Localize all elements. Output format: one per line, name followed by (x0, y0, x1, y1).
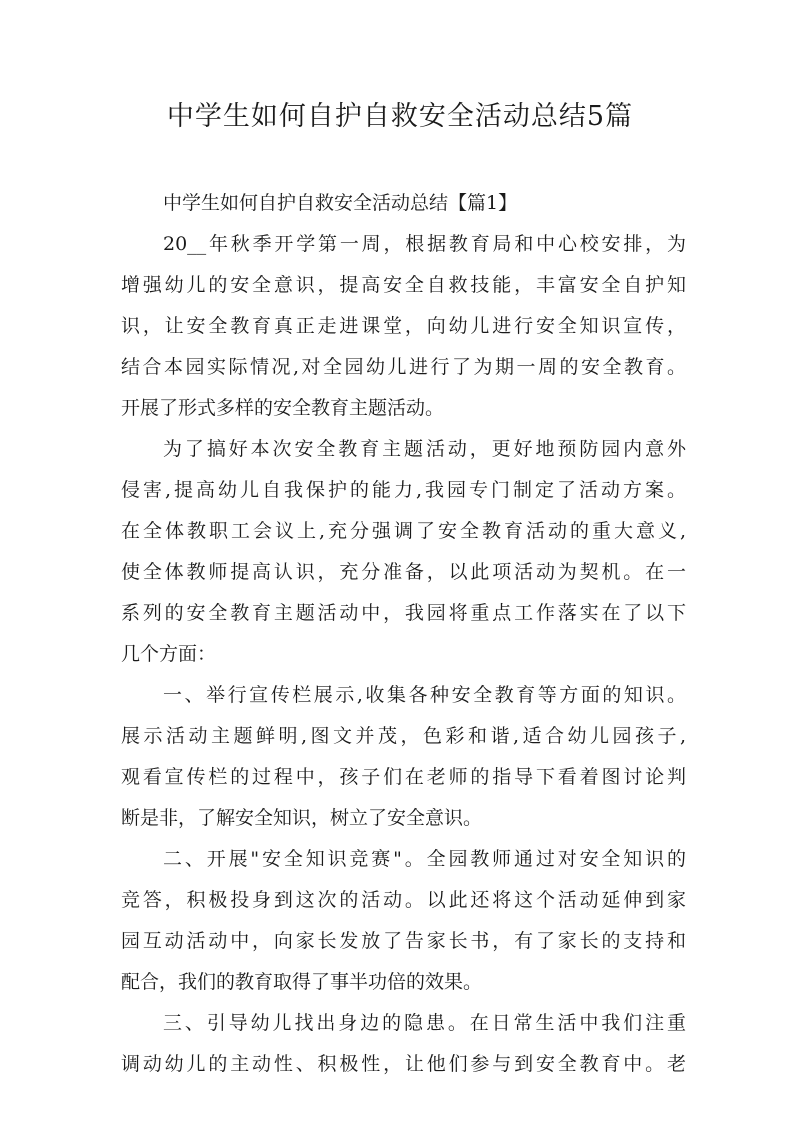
text-line: 园互动活动中，向家长发放了告家长书，有了家长的支持和 (121, 930, 686, 952)
text-line: 三、引导幼儿找出身边的隐患。在日常生活中我们注重 (163, 1012, 686, 1034)
text-line: 竞答，积极投身到这次的活动。以此还将这个活动延伸到家 (121, 889, 686, 911)
text-line: 几个方面： (121, 643, 217, 665)
document-body (121, 183, 686, 1085)
text-line: 开展了形式多样的安全教育主题活动。 (121, 397, 445, 419)
text-line: 观看宣传栏的过程中，孩子们在老师的指导下看着图讨论判 (121, 766, 686, 788)
document-title: 中学生如何自护自救安全活动总结5篇 (166, 101, 634, 132)
text-line: 在全体教职工会议上,充分强调了安全教育活动的重大意义, (121, 520, 686, 542)
text-line: 侵害,提高幼儿自我保护的能力,我园专门制定了活动方案。 (121, 479, 686, 501)
text-line: 一、举行宣传栏展示,收集各种安全教育等方面的知识。 (163, 684, 686, 706)
text-line: 二、开展"安全知识竞赛"。全园教师通过对安全知识的 (163, 848, 686, 870)
text-line: 使全体教师提高认识，充分准备，以此项活动为契机。在一 (121, 561, 686, 583)
text-line: 展示活动主题鲜明,图文并茂，色彩和谐,适合幼儿园孩子, (121, 725, 686, 747)
text-line: 结合本园实际情况,对全园幼儿进行了为期一周的安全教育。 (121, 356, 686, 378)
text-line: 调动幼儿的主动性、积极性，让他们参与到安全教育中。老 (121, 1053, 686, 1075)
text-line: 断是非，了解安全知识，树立了安全意识。 (121, 807, 483, 829)
text-line: 为了搞好本次安全教育主题活动，更好地预防园内意外 (163, 438, 686, 460)
text-line: 识，让安全教育真正走进课堂，向幼儿进行安全知识宣传， (121, 315, 686, 337)
text-line: 配合，我们的教育取得了事半功倍的效果。 (121, 971, 483, 993)
text-line: 增强幼儿的安全意识，提高安全自救技能，丰富安全自护知 (121, 274, 686, 296)
text-line: 20__年秋季开学第一周，根据教育局和中心校安排，为 (163, 233, 686, 255)
text-line: 中学生如何自护自救安全活动总结【篇1】 (163, 192, 518, 214)
text-line: 系列的安全教育主题活动中，我园将重点工作落实在了以下 (121, 602, 686, 624)
